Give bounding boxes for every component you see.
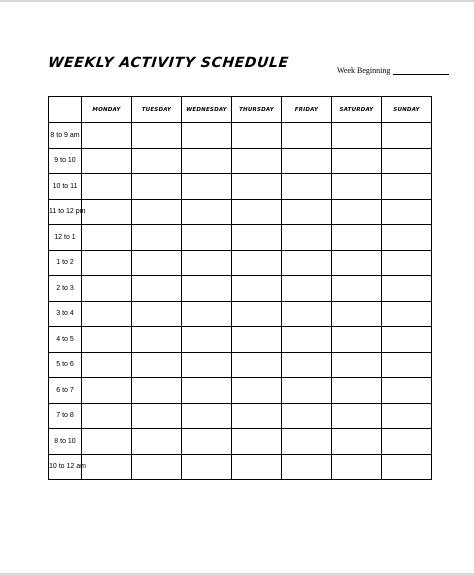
week-beginning-label: Week Beginning <box>337 66 391 75</box>
schedule-cell-thursday[interactable] <box>232 276 282 302</box>
day-header-saturday: SATURDAY <box>332 97 382 123</box>
schedule-cell-tuesday[interactable] <box>132 352 182 378</box>
schedule-cell-thursday[interactable] <box>232 429 282 455</box>
schedule-cell-wednesday[interactable] <box>182 429 232 455</box>
schedule-cell-friday[interactable] <box>282 225 332 251</box>
schedule-cell-wednesday[interactable] <box>182 250 232 276</box>
table-row <box>49 199 432 225</box>
schedule-cell-sunday[interactable] <box>382 225 432 251</box>
schedule-cell-thursday[interactable] <box>232 225 282 251</box>
day-header-sunday: SUNDAY <box>382 97 432 123</box>
schedule-cell-wednesday[interactable] <box>182 352 232 378</box>
top-divider <box>0 0 474 2</box>
schedule-cell-sunday[interactable] <box>382 199 432 225</box>
table-row <box>49 250 432 276</box>
schedule-cell-thursday[interactable] <box>232 352 282 378</box>
time-slot-label: 1 to 2 <box>49 250 82 276</box>
schedule-cell-tuesday[interactable] <box>132 148 182 174</box>
table-row <box>49 123 432 149</box>
schedule-cell-monday[interactable] <box>82 225 132 251</box>
schedule-cell-friday[interactable] <box>282 327 332 353</box>
schedule-cell-wednesday[interactable] <box>182 454 232 480</box>
time-slot-label: 8 to 9 am <box>49 123 82 149</box>
schedule-cell-monday[interactable] <box>82 123 132 149</box>
schedule-table <box>48 96 432 480</box>
schedule-cell-sunday[interactable] <box>382 352 432 378</box>
schedule-cell-friday[interactable] <box>282 174 332 200</box>
day-header-thursday: THURSDAY <box>232 97 282 123</box>
table-row <box>49 454 432 480</box>
time-slot-label: 10 to 12 am <box>49 454 82 480</box>
schedule-cell-sunday[interactable] <box>382 174 432 200</box>
day-header-tuesday: TUESDAY <box>132 97 182 123</box>
table-row <box>49 174 432 200</box>
schedule-cell-tuesday[interactable] <box>132 403 182 429</box>
schedule-cell-sunday[interactable] <box>382 403 432 429</box>
schedule-cell-wednesday[interactable] <box>182 174 232 200</box>
table-row <box>49 403 432 429</box>
schedule-cell-sunday[interactable] <box>382 123 432 149</box>
schedule-cell-saturday[interactable] <box>332 123 382 149</box>
corner-header-cell <box>49 97 82 123</box>
schedule-cell-monday[interactable] <box>82 352 132 378</box>
table-row <box>49 148 432 174</box>
week-beginning-field <box>337 66 449 75</box>
schedule-cell-wednesday[interactable] <box>182 276 232 302</box>
schedule-cell-thursday[interactable] <box>232 301 282 327</box>
schedule-cell-thursday[interactable] <box>232 174 282 200</box>
schedule-cell-saturday[interactable] <box>332 250 382 276</box>
schedule-cell-tuesday[interactable] <box>132 276 182 302</box>
time-slot-label: 3 to 4 <box>49 301 82 327</box>
schedule-cell-friday[interactable] <box>282 276 332 302</box>
schedule-cell-saturday[interactable] <box>332 276 382 302</box>
day-header-wednesday: WEDNESDAY <box>182 97 232 123</box>
schedule-cell-tuesday[interactable] <box>132 327 182 353</box>
schedule-cell-thursday[interactable] <box>232 123 282 149</box>
schedule-cell-monday[interactable] <box>82 454 132 480</box>
header-row <box>49 97 432 123</box>
schedule-cell-monday[interactable] <box>82 327 132 353</box>
schedule-cell-thursday[interactable] <box>232 250 282 276</box>
schedule-cell-wednesday[interactable] <box>182 199 232 225</box>
time-slot-label: 6 to 7 <box>49 378 82 404</box>
schedule-cell-thursday[interactable] <box>232 403 282 429</box>
table-row <box>49 378 432 404</box>
schedule-cell-tuesday[interactable] <box>132 199 182 225</box>
schedule-cell-wednesday[interactable] <box>182 327 232 353</box>
schedule-cell-wednesday[interactable] <box>182 403 232 429</box>
schedule-cell-sunday[interactable] <box>382 276 432 302</box>
time-slot-label: 4 to 5 <box>49 327 82 353</box>
schedule-cell-tuesday[interactable] <box>132 454 182 480</box>
schedule-cell-saturday[interactable] <box>332 199 382 225</box>
schedule-cell-sunday[interactable] <box>382 378 432 404</box>
schedule-cell-friday[interactable] <box>282 148 332 174</box>
time-slot-label: 10 to 11 <box>49 174 82 200</box>
schedule-cell-saturday[interactable] <box>332 429 382 455</box>
day-header-monday: MONDAY <box>82 97 132 123</box>
schedule-cell-monday[interactable] <box>82 148 132 174</box>
time-slot-label: 7 to 8 <box>49 403 82 429</box>
schedule-cell-sunday[interactable] <box>382 454 432 480</box>
schedule-cell-friday[interactable] <box>282 403 332 429</box>
schedule-cell-monday[interactable] <box>82 174 132 200</box>
schedule-cell-saturday[interactable] <box>332 327 382 353</box>
schedule-cell-tuesday[interactable] <box>132 301 182 327</box>
schedule-cell-friday[interactable] <box>282 301 332 327</box>
schedule-cell-tuesday[interactable] <box>132 225 182 251</box>
time-slot-label: 5 to 6 <box>49 352 82 378</box>
schedule-cell-wednesday[interactable] <box>182 301 232 327</box>
table-row <box>49 276 432 302</box>
schedule-cell-saturday[interactable] <box>332 403 382 429</box>
schedule-cell-friday[interactable] <box>282 199 332 225</box>
schedule-cell-sunday[interactable] <box>382 301 432 327</box>
schedule-cell-sunday[interactable] <box>382 250 432 276</box>
schedule-cell-thursday[interactable] <box>232 148 282 174</box>
schedule-cell-monday[interactable] <box>82 429 132 455</box>
schedule-cell-friday[interactable] <box>282 378 332 404</box>
time-slot-label: 2 to 3 <box>49 276 82 302</box>
schedule-cell-friday[interactable] <box>282 250 332 276</box>
schedule-cell-wednesday[interactable] <box>182 123 232 149</box>
schedule-cell-monday[interactable] <box>82 199 132 225</box>
schedule-cell-friday[interactable] <box>282 429 332 455</box>
schedule-cell-friday[interactable] <box>282 454 332 480</box>
schedule-cell-saturday[interactable] <box>332 352 382 378</box>
time-slot-label: 9 to 10 <box>49 148 82 174</box>
table-row <box>49 225 432 251</box>
schedule-cell-sunday[interactable] <box>382 148 432 174</box>
schedule-cell-saturday[interactable] <box>332 174 382 200</box>
time-slot-label: 12 to 1 <box>49 225 82 251</box>
schedule-cell-thursday[interactable] <box>232 378 282 404</box>
table-row <box>49 352 432 378</box>
schedule-cell-sunday[interactable] <box>382 429 432 455</box>
schedule-cell-tuesday[interactable] <box>132 174 182 200</box>
time-slot-label: 11 to 12 pm <box>49 199 82 225</box>
schedule-cell-thursday[interactable] <box>232 327 282 353</box>
schedule-cell-tuesday[interactable] <box>132 123 182 149</box>
day-header-friday: FRIDAY <box>282 97 332 123</box>
schedule-cell-tuesday[interactable] <box>132 250 182 276</box>
schedule-cell-monday[interactable] <box>82 250 132 276</box>
table-row <box>49 327 432 353</box>
schedule-cell-wednesday[interactable] <box>182 378 232 404</box>
table-row <box>49 429 432 455</box>
schedule-cell-monday[interactable] <box>82 378 132 404</box>
schedule-cell-monday[interactable] <box>82 403 132 429</box>
schedule-cell-friday[interactable] <box>282 352 332 378</box>
schedule-cell-friday[interactable] <box>282 123 332 149</box>
schedule-cell-saturday[interactable] <box>332 225 382 251</box>
table-row <box>49 301 432 327</box>
schedule-body <box>49 123 432 480</box>
schedule-cell-thursday[interactable] <box>232 199 282 225</box>
schedule-cell-saturday[interactable] <box>332 378 382 404</box>
schedule-cell-monday[interactable] <box>82 276 132 302</box>
schedule-cell-wednesday[interactable] <box>182 225 232 251</box>
schedule-cell-saturday[interactable] <box>332 301 382 327</box>
page-title: WEEKLY ACTIVITY SCHEDULE <box>47 55 290 71</box>
schedule-cell-tuesday[interactable] <box>132 429 182 455</box>
schedule-cell-saturday[interactable] <box>332 148 382 174</box>
schedule-cell-thursday[interactable] <box>232 454 282 480</box>
schedule-cell-tuesday[interactable] <box>132 378 182 404</box>
schedule-cell-saturday[interactable] <box>332 454 382 480</box>
schedule-cell-sunday[interactable] <box>382 327 432 353</box>
week-beginning-blank-line[interactable] <box>393 67 449 75</box>
time-slot-label: 8 to 10 <box>49 429 82 455</box>
schedule-cell-monday[interactable] <box>82 301 132 327</box>
schedule-cell-wednesday[interactable] <box>182 148 232 174</box>
